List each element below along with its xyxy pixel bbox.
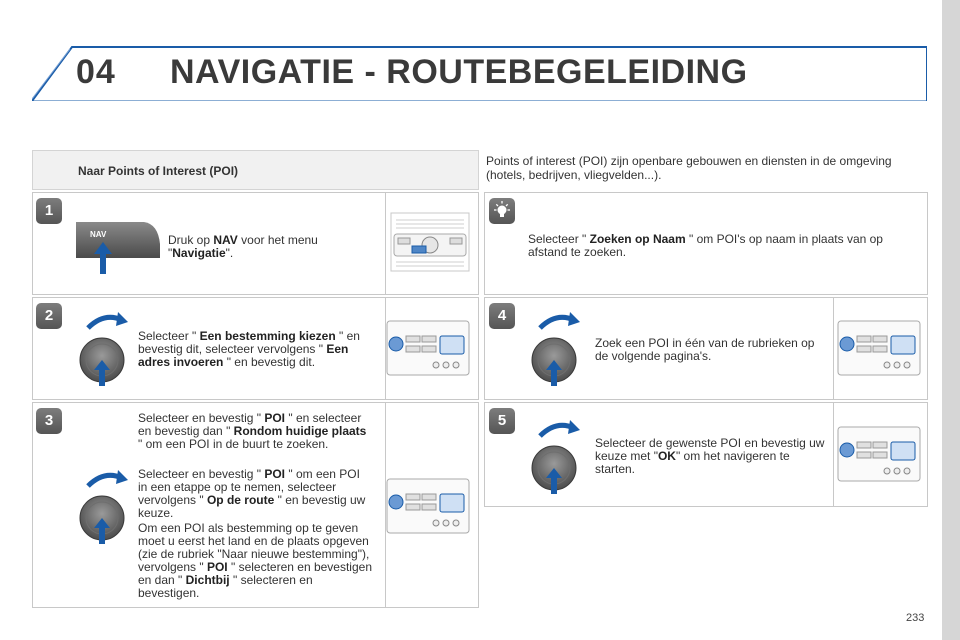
step-4-text: Zoek een POI in één van de rubrieken op de volgende pagina's. xyxy=(595,336,815,363)
rotary-knob-icon xyxy=(526,418,586,499)
chapter-number: 04 xyxy=(76,53,116,91)
step-3-badge: 3 xyxy=(36,408,62,434)
page-title: NAVIGATIE - ROUTEBEGELEIDING xyxy=(170,53,748,91)
step-5-badge: 5 xyxy=(489,408,515,434)
radio-panel-knob-icon xyxy=(837,320,921,381)
radio-panel-knob-icon xyxy=(386,478,470,539)
step-4-badge: 4 xyxy=(489,303,515,329)
rotary-knob-icon xyxy=(526,310,586,391)
radio-panel-nav-icon xyxy=(390,212,470,277)
step-3-paragraph-1: Selecteer en bevestig " POI " en selecteer en bevestig dan " Rondom huidige plaats " om een POI in de buurt te zoeken. xyxy=(138,411,367,451)
step-1-text: Druk op NAV voor het menu "Navigatie". xyxy=(168,233,318,260)
page-edge-strip xyxy=(942,0,960,640)
rotary-knob-icon xyxy=(74,468,134,549)
page-number: 233 xyxy=(906,612,925,624)
tip-text: Selecteer " Zoeken op Naam " om POI's op naam in plaats van op afstand te zoeken. xyxy=(528,232,883,259)
page-header xyxy=(32,45,927,101)
section-heading: Naar Points of Interest (POI) xyxy=(78,164,239,178)
lightbulb-icon xyxy=(489,198,515,224)
radio-panel-knob-icon xyxy=(837,426,921,487)
section-intro: Points of interest (POI) zijn openbare gebouwen en diensten in de omgeving (hotels, bedrijven, vliegvelden...). xyxy=(486,154,892,182)
radio-panel-knob-icon xyxy=(386,320,470,381)
nav-button-graphic xyxy=(74,214,164,281)
step-3-paragraph-2: Selecteer en bevestig " POI " om een POI in een etappe op te nemen, selecteer vervolgens " Op de route " en bevestig uw keuze. xyxy=(138,467,366,520)
step-2-badge: 2 xyxy=(36,303,62,329)
step-3-paragraph-3: Om een POI als bestemming op te geven moet u eerst het land en de plaats opgeven (zie de rubriek "Naar nieuwe bestemming"), vervolgens " POI " selecteren en bevestigen en dan " Dichtbij " selecteren en bevestigen. xyxy=(138,521,372,600)
step-1-badge: 1 xyxy=(36,198,62,224)
step-5-text: Selecteer de gewenste POI en bevestig uw keuze met "OK" om het navigeren te starten. xyxy=(595,436,825,476)
rotary-knob-icon xyxy=(74,310,134,391)
nav-label: NAV xyxy=(90,230,107,239)
step-2-text: Selecteer " Een bestemming kiezen " en bevestig dit, selecteer vervolgens " Een adres invoeren " en bevestig dit. xyxy=(138,329,360,369)
section-heading-box xyxy=(32,150,479,190)
